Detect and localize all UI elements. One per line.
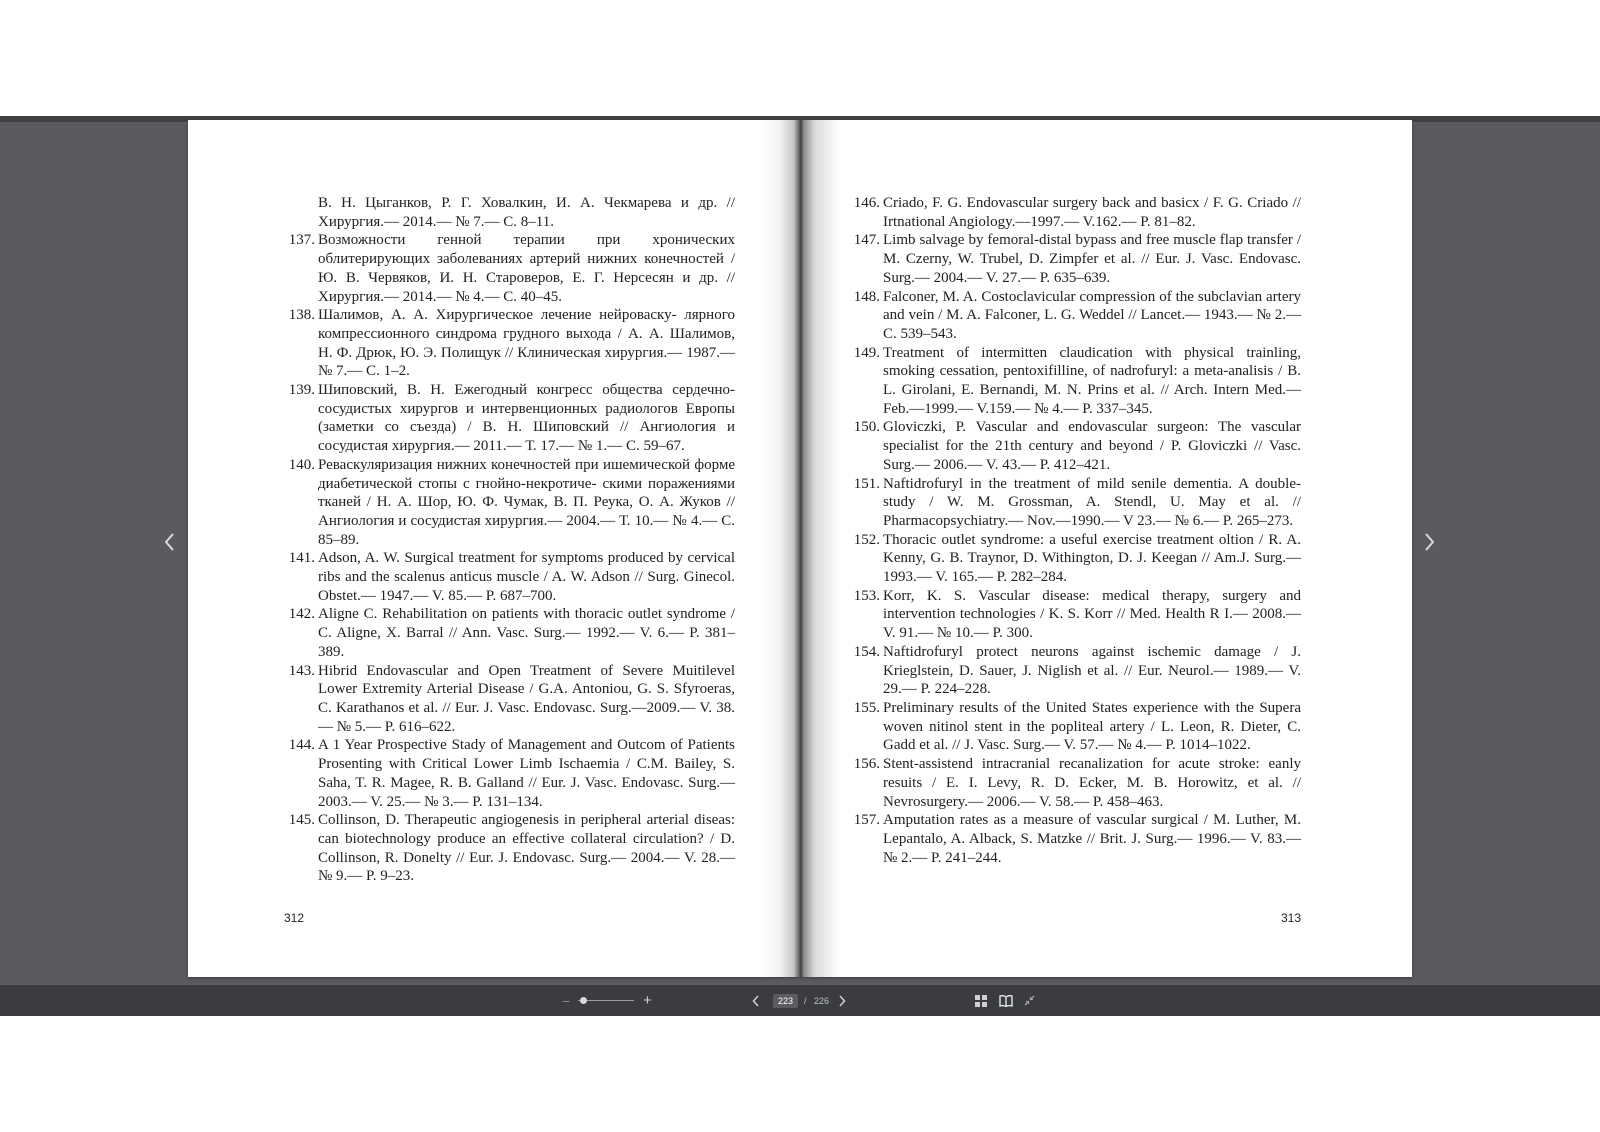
reference-number: 155.: [853, 699, 880, 716]
reference-item: [283, 605, 735, 661]
reference-text: Gloviczki, P. Vascular and endovascular surgeon: The vascular specialist for the 21th century and beyond / P. Gloviczki // Vasc. Surg.— 2006.— V. 43.— P. 412–421.: [883, 419, 1301, 473]
zoom-out-button[interactable]: −: [562, 992, 571, 1009]
grid-view-icon: [975, 995, 987, 1007]
reference-item: [283, 662, 735, 737]
reference-text: Adson, A. W. Surgical treatment for symptoms produced by cervical ribs and the scalenus anticus muscle / A. W. Adson // Surg. Ginecol. Obstet.— 1947.— V. 85.— P. 687–700.: [318, 550, 735, 604]
reference-number: 157.: [853, 812, 880, 829]
page-number-input[interactable]: [773, 985, 798, 1016]
current-page-value[interactable]: 223: [773, 994, 798, 1008]
reference-number: 137.: [288, 232, 315, 249]
reference-text: Korr, K. S. Vascular disease: medical therapy, surgery and intervention technologies / K. S. Korr // Med. Health R I.— 2008.— V. 91.— № 10.— P. 300.: [883, 587, 1301, 642]
reference-item: [283, 231, 735, 306]
reference-item: [848, 194, 1301, 231]
book-view-button[interactable]: [999, 985, 1013, 1016]
reference-text: Hibrid Endovascular and Open Treatment of Severe Muitilevel Lower Extremity Arterial Disease / G.A. Antoniou, G. S. Sfyroeras, C. Karathanos et al. // Eur. J. Vasc. Endovasc. Surg.—2009.— V. 38.— № 5.— P. 616–622.: [318, 662, 735, 735]
chevron-right-icon: [1422, 531, 1436, 553]
reference-number: 146.: [853, 195, 880, 211]
reference-item: [848, 587, 1301, 643]
reference-text: Aligne C. Rehabilitation on patients with thoracic outlet syndrome / C. Aligne, X. Barral // Ann. Vasc. Surg.— 1992.— V. 6.— P. 381–389.: [318, 606, 735, 660]
reference-item: [283, 811, 735, 886]
zoom-slider[interactable]: [578, 985, 634, 1016]
reference-number: 150.: [853, 419, 880, 436]
reference-number: 139.: [288, 382, 315, 399]
reference-item: [848, 475, 1301, 531]
exit-fullscreen-icon: [1024, 995, 1035, 1006]
toolbar-prev-page-button[interactable]: [752, 985, 760, 1016]
chevron-right-icon: [838, 995, 846, 1007]
total-pages: 226: [814, 995, 830, 1006]
reference-item: [283, 456, 735, 550]
reference-number: 149.: [853, 344, 880, 361]
reference-item: [848, 418, 1301, 474]
reference-text: Naftidrofuryl protect neurons against ischemic damage / J. Krieglstein, D. Sauer, J. Niglish et al. // Eur. Neurol.— 1989.— V. 29.— P. 224–228.: [883, 643, 1301, 698]
zoom-slider-handle[interactable]: [580, 997, 587, 1004]
thumbnail-grid-button[interactable]: [975, 985, 987, 1016]
exit-fullscreen-button[interactable]: [1024, 985, 1035, 1016]
reference-item: [848, 699, 1301, 755]
right-page: [800, 120, 1412, 977]
reference-item: [283, 306, 735, 381]
book-view-icon: [999, 995, 1013, 1007]
reference-text: Treatment of intermitten claudication with physical trainling, smoking cessation, pentoxifilline, of nadrofuryl: a meta-analisis / B. L. Girolani, E. Bernandi, M. N. Prins et al. // Arch. Intern Med.— Feb.—1999.— V.159.— № 4.— P. 337–345.: [883, 344, 1301, 417]
reference-number: 154.: [853, 643, 880, 660]
reference-item: [283, 549, 735, 605]
reference-number: 151.: [853, 475, 880, 492]
reference-list-right: [848, 194, 1301, 867]
reference-number: 153.: [853, 587, 880, 604]
reference-list-left: [283, 194, 735, 886]
reference-item: [848, 288, 1301, 344]
reference-number: 141.: [288, 550, 315, 567]
reference-text: Thoracic outlet syndrome: a useful exercise treatment oltion / R. A. Kenny, G. B. Traynor, D. Withington, D. J. Keegan // Am.J. Surg.— 1993.— V. 165.— P. 282–284.: [883, 531, 1301, 586]
reference-text: Limb salvage by femoral-distal bypass and free muscle flap transfer / M. Czerny, W. Trubel, D. Zimpfer et al. // Eur. J. Vasc. Endovasc. Surg.— 2004.— V. 27.— P. 635–639.: [883, 232, 1301, 286]
reference-item: [848, 231, 1301, 287]
reference-text: Amputation rates as a measure of vascular surgical / M. Luther, M. Lepantalo, A. Alback, S. Matzke // Brit. J. Surg.— 1996.— V. 83.— № 2.— P. 241–244.: [883, 812, 1301, 866]
chevron-left-icon: [752, 995, 760, 1007]
reference-number: 144.: [288, 737, 315, 754]
reference-text: A 1 Year Prospective Stady of Management and Outcom of Patients Prosenting with Critical Lower Limb Ischaemia / C.M. Bailey, S. Saha, T. R. Magee, R. B. Galland // Eur. J. Vasc. Endovasc. Surg.— 2003.— V. 25.— № 3.— P. 131–134.: [318, 737, 735, 810]
reference-number: 140.: [288, 456, 315, 473]
page-separator: /: [804, 995, 807, 1006]
reference-text: Falconer, M. A. Costoclavicular compression of the subclavian artery and vein / M. A. Falconer, L. G. Weddel // Lancet.— 1943.— № 2.— C. 539–543.: [883, 288, 1301, 342]
previous-page-button[interactable]: [158, 527, 182, 557]
reference-text: Criado, F. G. Endovascular surgery back and basicx / F. G. Criado // Irtnational Angiology.—1997.— V.162.— P. 81–82.: [883, 195, 1301, 230]
reference-item: [848, 344, 1301, 419]
reference-text: Preliminary results of the United States experience with the Supera woven nitinol stent in the popliteal artery / L. Leon, R. Dieter, C. Gadd et al. // J. Vasc. Surg.— V. 57.— № 4.— P. 1014–1022.: [883, 699, 1301, 754]
reference-text: В. Н. Цыганков, Р. Г. Ховалкин, И. А. Чекмарева и др. // Хирургия.— 2014.— № 7.— С. 8–11.: [318, 195, 735, 230]
reference-item: [848, 531, 1301, 587]
page-number-left: 312: [284, 911, 305, 925]
document-viewer: [0, 116, 1600, 985]
reference-number: 142.: [288, 606, 315, 623]
reference-number: 152.: [853, 531, 880, 548]
toolbar-next-page-button[interactable]: [838, 985, 846, 1016]
page-number-right: 313: [1280, 911, 1301, 925]
reference-number: 138.: [288, 307, 315, 324]
reference-item: [848, 643, 1301, 699]
reference-item: [283, 381, 735, 456]
reference-item: [283, 736, 735, 811]
zoom-in-button[interactable]: +: [643, 992, 652, 1009]
reference-item: [848, 755, 1301, 811]
book-spread: [188, 120, 1412, 977]
bottom-toolbar: [0, 985, 1600, 1016]
chevron-left-icon: [163, 531, 177, 553]
next-page-button[interactable]: [1417, 527, 1441, 557]
reference-item: [848, 811, 1301, 867]
reference-number: 156.: [853, 756, 880, 773]
reference-text: Naftidrofuryl in the treatment of mild senile dementia. A double-study / W. M. Grossman, A. Stendl, U. May et al. // Pharmacopsychiatry.— Nov.—1990.— V 23.— № 6.— P. 265–273.: [883, 475, 1301, 529]
reference-text: Collinson, D. Therapeutic angiogenesis in peripheral arterial diseas: can biotechnology produce an effective collateral circulation? / D. Collinson, R. Donelty // Eur. J. Endovasc. Surg.— 2004.— V. 28.— № 9.— P. 9–23.: [318, 812, 735, 885]
reference-text: Возможности генной терапии при хронических облитерирующих заболеваниях артерий нижних конечностей / Ю. В. Червяков, И. Н. Староверов, Е. Г. Нерсесян и др. // Хирургия.— 2014.— № 4.— С. 40–45.: [318, 232, 735, 305]
reference-number: 148.: [853, 288, 880, 305]
reference-number: 147.: [853, 232, 880, 249]
reference-text: Шалимов, А. А. Хирургическое лечение нейроваску- лярного компрессионного синдрома грудного выхода / А. А. Шалимов, Н. Ф. Дрюк, Ю. Э. Полищук // Клиническая хирургия.— 1987.— № 7.— С. 1–2.: [318, 307, 735, 380]
reference-number: 145.: [288, 812, 315, 829]
reference-text: Stent-assistend intracranial recanalization for acute stroke: eanly resuits / E. I. Levy, R. D. Ecker, M. B. Horowitz, et al. // Nevrosurgery.— 2006.— V. 58.— P. 458–463.: [883, 756, 1301, 810]
reference-number: 143.: [288, 662, 315, 679]
reference-text: Шиповский, В. Н. Ежегодный конгресс общества сердечно-сосудистых хирургов и интервенционных радиологов Европы (заметки со съезда) / В. Н. Шиповский // Ангиология и сосудистая хирургия.— 2011.— Т. 17.— № 1.— С. 59–67.: [318, 382, 735, 455]
left-page: [188, 120, 800, 977]
reference-item: [283, 194, 735, 231]
reference-text: Реваскуляризация нижних конечностей при ишемической форме диабетической стопы с гнойно-некротиче- скими поражениями тканей / Н. А. Шор, Ю. Ф. Чумак, В. П. Реука, О. А. Жуков // Ангиология и сосудистая хирургия.— 2004.— Т. 10.— № 4.— С. 85–89.: [318, 456, 735, 548]
